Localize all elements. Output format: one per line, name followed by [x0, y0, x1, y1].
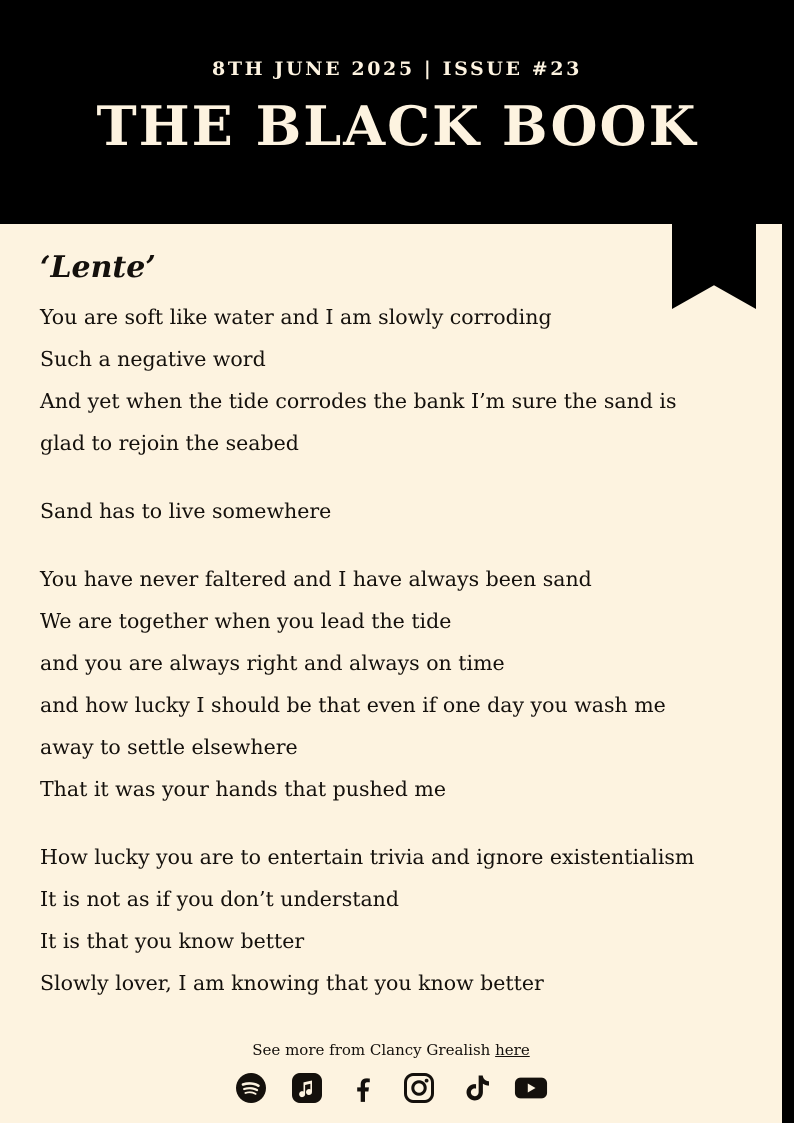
poem-line: You have never faltered and I have always been sand — [40, 567, 592, 591]
poem-line: Slowly lover, I am knowing that you know better — [40, 971, 544, 995]
poem-line: How lucky you are to entertain trivia and ignore existentialism — [40, 845, 695, 869]
right-edge-strip — [782, 224, 794, 1123]
poem-line: It is that you know better — [40, 929, 305, 953]
tiktok-icon[interactable] — [458, 1071, 492, 1105]
see-more-line — [0, 1041, 782, 1059]
poem-title: ‘Lente’ — [40, 250, 156, 285]
poem-line: Sand has to live somewhere — [40, 499, 332, 523]
see-more-text: See more from Clancy Grealish — [252, 1041, 491, 1059]
spotify-icon[interactable] — [234, 1071, 268, 1105]
poem-line: away to settle elsewhere — [40, 735, 298, 759]
stanza — [40, 296, 742, 464]
masthead — [0, 0, 794, 224]
see-more-link[interactable]: here — [495, 1041, 530, 1059]
poem-line: It is not as if you don’t understand — [40, 887, 400, 911]
youtube-icon[interactable] — [514, 1071, 548, 1105]
poem-line: We are together when you lead the tide — [40, 609, 452, 633]
instagram-icon[interactable] — [402, 1071, 436, 1105]
poem-line: and you are always right and always on time — [40, 651, 505, 675]
poem-line: and how lucky I should be that even if one day you wash me — [40, 693, 666, 717]
poem-body — [40, 296, 742, 1004]
poem-line: glad to rejoin the seabed — [40, 431, 299, 455]
issue-line: 8TH JUNE 2025 | ISSUE #23 — [212, 58, 582, 80]
paper-body — [0, 224, 782, 1123]
facebook-icon[interactable] — [346, 1071, 380, 1105]
stanza — [40, 558, 742, 810]
footer — [0, 1041, 782, 1123]
poem-line: And yet when the tide corrodes the bank I’m sure the sand is — [40, 389, 677, 413]
apple-music-icon[interactable] — [290, 1071, 324, 1105]
page-title: THE BLACK BOOK — [96, 94, 698, 158]
social-links — [0, 1071, 782, 1115]
stanza — [40, 836, 742, 1004]
poem-line: That it was your hands that pushed me — [40, 777, 447, 801]
stanza — [40, 490, 742, 532]
poem-line: Such a negative word — [40, 347, 266, 371]
poem-line: You are soft like water and I am slowly corroding — [40, 305, 552, 329]
